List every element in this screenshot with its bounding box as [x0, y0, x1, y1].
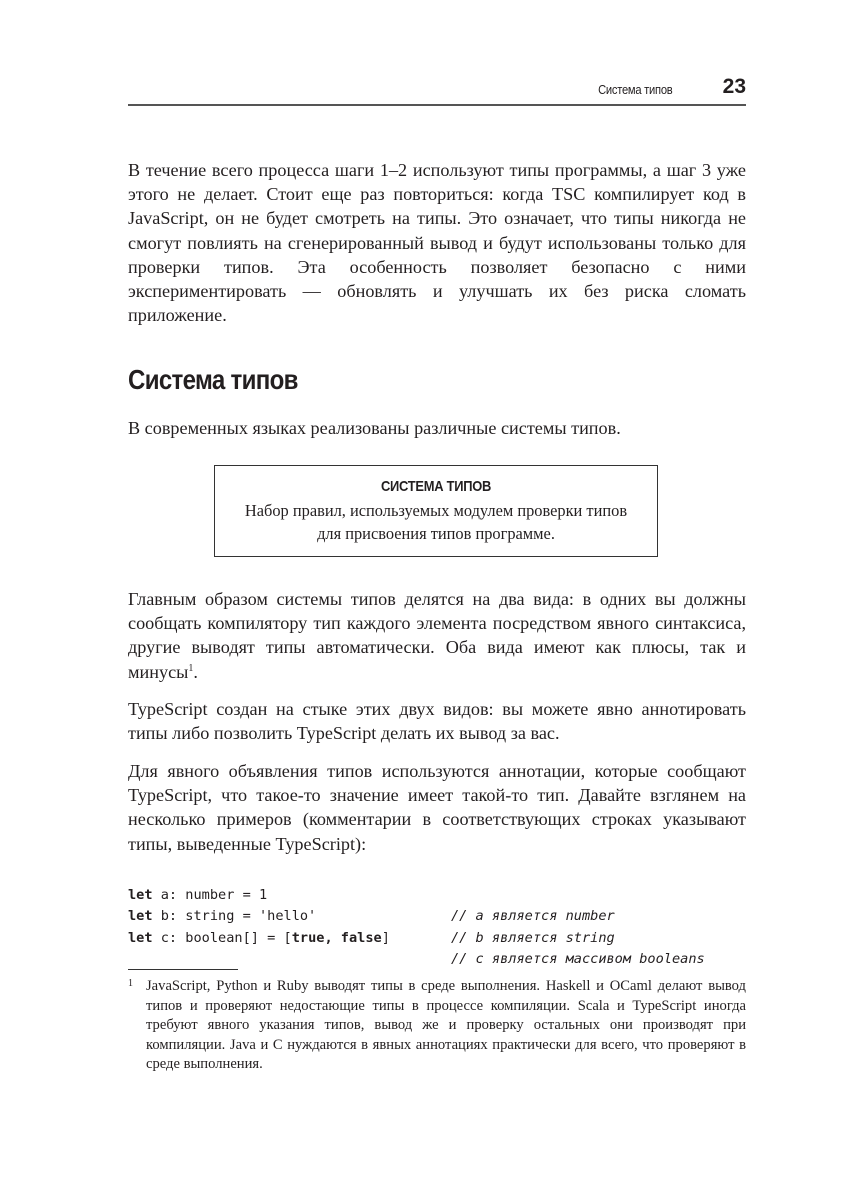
kinds-text: Главным образом системы типов делятся на два вида: в одних вы должны сообщать компилятору тип каждого элемента посредством явного синтаксиса, другие выводят типы автоматически. Оба вида имеют как плюсы, так и минусы [128, 589, 746, 682]
definition-box [214, 465, 658, 557]
footnote [128, 977, 746, 1075]
typescript-paragraph: TypeScript создан на стыке этих двух видов: вы можете явно аннотировать типы либо позволить TypeScript делать их вывод за вас. [128, 699, 746, 744]
code-comment: // c является массивом booleans [451, 951, 705, 967]
type-system-kinds-paragraph [128, 587, 746, 684]
definition-text-line-2: для присвоения типов программе. [317, 524, 555, 543]
running-title: Система типов [597, 82, 672, 97]
kinds-text-end: . [193, 661, 198, 682]
code-comment: // b является string [451, 929, 615, 946]
page-number: 23 [722, 75, 746, 98]
definition-text-line-1: Набор правил, используемых модулем проверки типов [244, 501, 628, 520]
code-keyword: let [128, 929, 153, 946]
footnote-marker: 1 [128, 978, 133, 989]
footnote-reference[interactable]: 1 [188, 662, 194, 674]
code-text: b: string = 'hello' [152, 908, 317, 924]
code-comment: // a является number [451, 908, 615, 924]
annotations-paragraph: Для явного объявления типов используются аннотации, которые сообщают TypeScript, что такое-то значение имеет такой-то тип. Давайте взглянем на несколько примеров (комментарии в соответствующих строках указывают типы, выведенные TypeScript): [128, 761, 746, 854]
section-heading: Система типов [128, 364, 298, 395]
code-text-end: ] [381, 929, 390, 946]
code-text: a: number = 1 [152, 886, 268, 903]
intro-paragraph: В течение всего процесса шаги 1–2 используют типы программы, а шаг 3 уже этого не делает. Стоит еще раз повториться: когда TSC компилирует код в JavaScript, он не будет смотреть на типы. Это означает, что типы никогда не смогут повлиять на сгенерированный вывод и будут использованы только для проверки типов. Эта особенность позволяет безопасно с ними экспериментировать — обновлять и улучшать их без риска сломать приложение. [128, 160, 746, 326]
footnote-text: JavaScript, Python и Ruby выводят типы в среде выполнения. Haskell и OCaml делают вывод типов и проверяют недостающие типы в процессе компиляции. Scala и TypeScript иногда требуют явного указания типов, вывод же и проверку остальных они производят при компиляции. Java и C нуждаются в явных аннотациях практически для всего, что проверяют в среде выполнения. [146, 978, 746, 1073]
footnote-divider [128, 969, 238, 970]
code-statement [128, 928, 390, 950]
section-intro-paragraph: В современных языках реализованы различные системы типов. [128, 418, 621, 438]
definition-text [215, 499, 657, 545]
code-keyword: let [128, 886, 153, 903]
code-example [128, 863, 746, 967]
definition-title: СИСТЕМА ТИПОВ [380, 478, 492, 495]
running-header [128, 74, 746, 106]
code-literal: true, false [291, 929, 382, 946]
code-text: c: boolean[] = [ [152, 929, 292, 946]
code-keyword: let [128, 908, 153, 924]
